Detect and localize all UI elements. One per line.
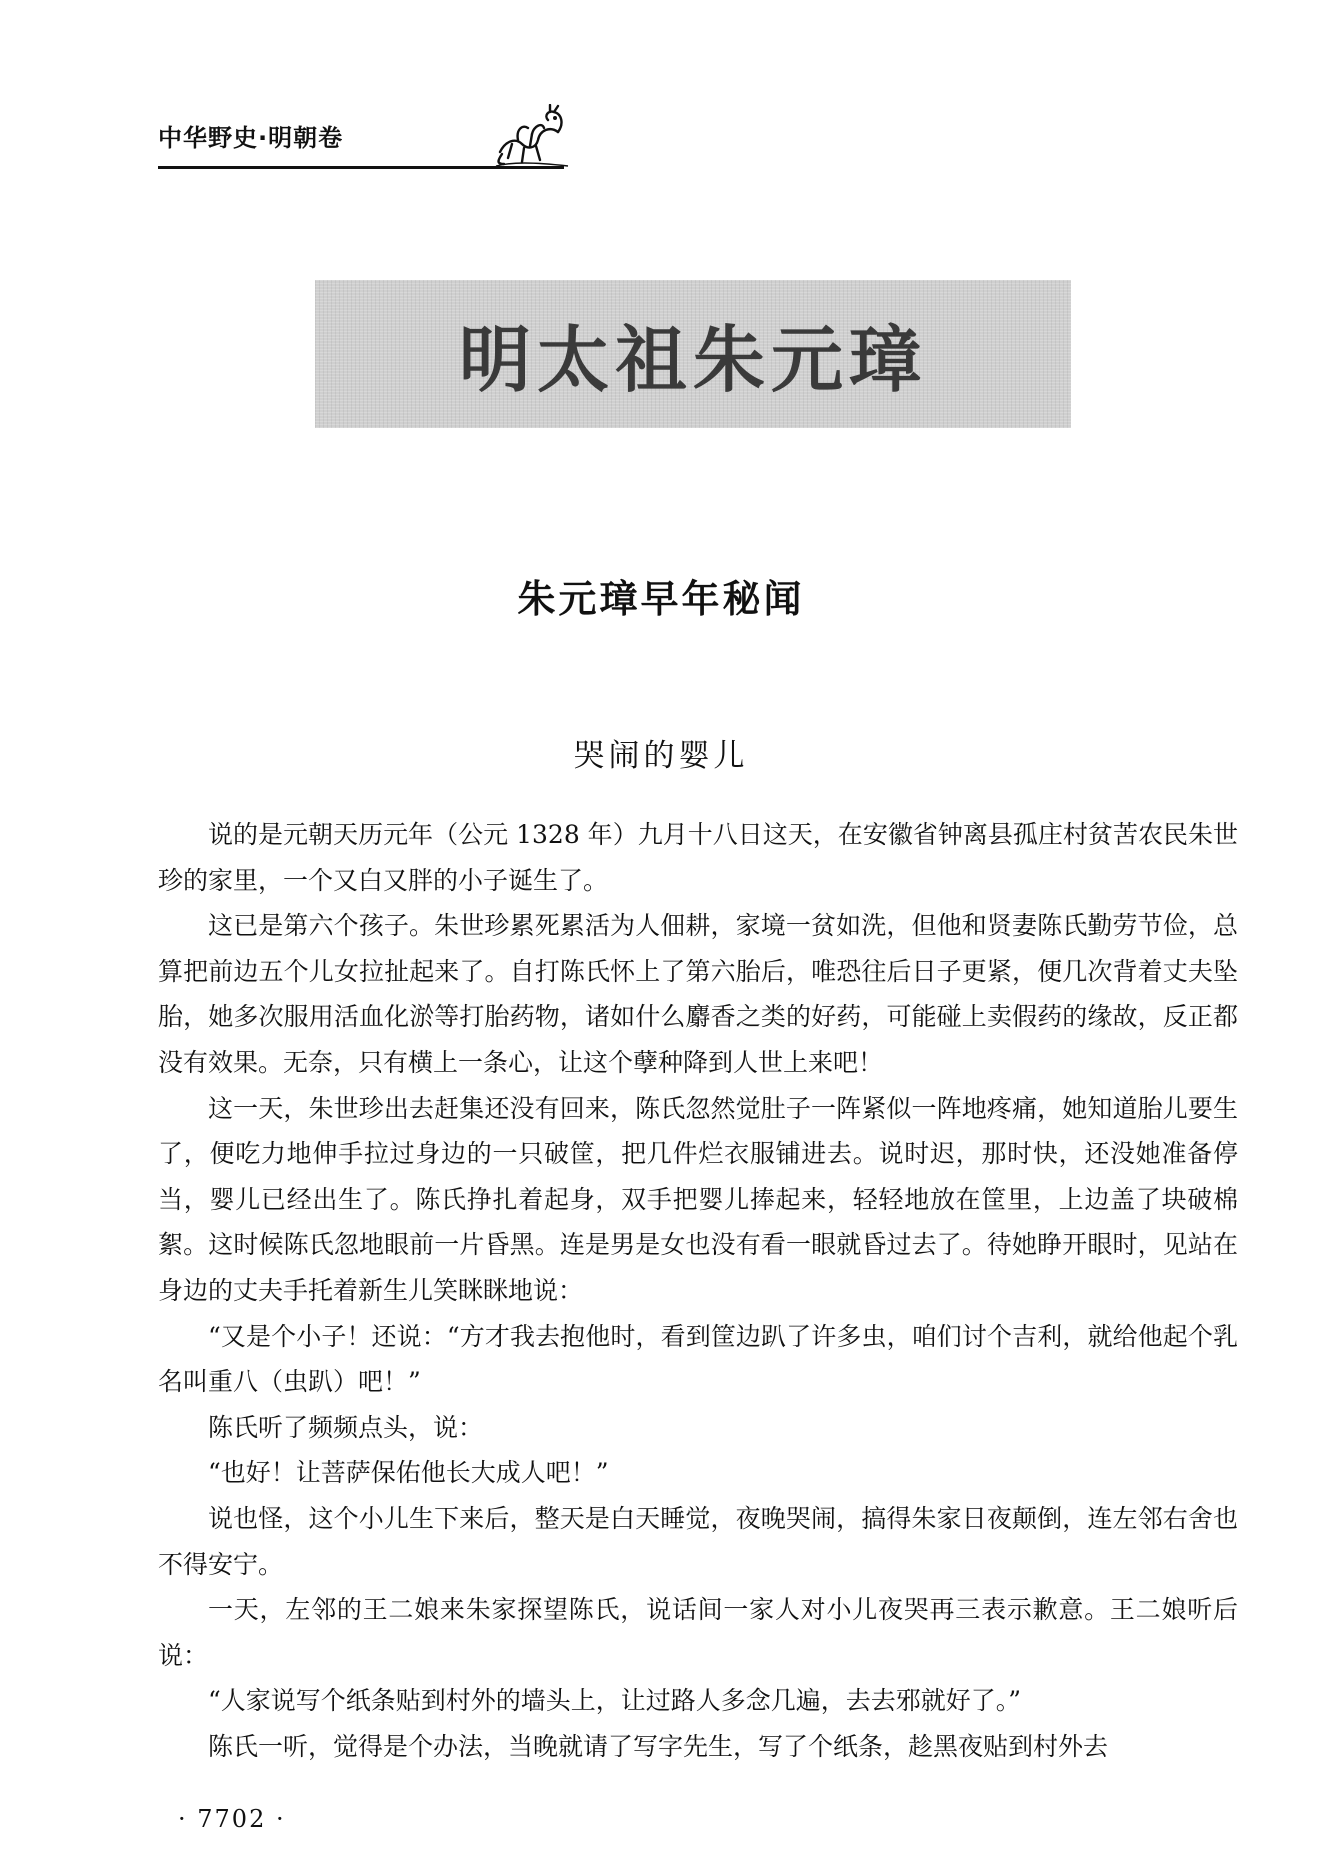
- paragraph: 陈氏一听，觉得是个办法，当晚就请了写字先生，写了个纸条，趁黑夜贴到村外去: [208, 1731, 1109, 1761]
- paragraph: 说也怪，这个小儿生下来后，整天是白天睡觉，夜晚哭闹，搞得朱家日夜颠倒，连左邻右舍也不得安宁。: [158, 1503, 1238, 1579]
- page-number: · 7702 ·: [178, 1805, 286, 1833]
- section-heading: 哭闹的婴儿: [573, 738, 749, 774]
- paragraph: 这一天，朱世珍出去赶集还没有回来，陈氏忽然觉肚子一阵紧似一阵地疼痛，她知道胎儿要生了，便吃力地伸手拉过身边的一只破筐，把几件烂衣服铺进去。说时迟，那时快，还没她准备停当，婴儿已经出生了。陈氏挣扎着起身，双手把婴儿捧起来，轻轻地放在筐里，上边盖了块破棉絮。这时候陈氏忽地眼前一片昏黑。连是男是女也没有看一眼就昏过去了。待她睁开眼时，见站在身边的丈夫手托着新生儿笑眯眯地说：: [158, 1093, 1238, 1305]
- running-header: 中华野史·明朝卷: [158, 124, 344, 152]
- paragraph: 说的是元朝天历元年（公元 1328 年）九月十八日这天，在安徽省钟离县孤庄村贫苦农民朱世珍的家里，一个又白又胖的小子诞生了。: [158, 820, 1238, 895]
- body-text: [158, 812, 1238, 1769]
- paragraph: 一天，左邻的王二娘来朱家探望陈氏，说话间一家人对小儿夜哭再三表示歉意。王二娘听后说：: [158, 1595, 1238, 1670]
- paragraph: “也好！让菩萨保佑他长大成人吧！”: [208, 1458, 609, 1488]
- article-title: 朱元璋早年秘闻: [517, 577, 805, 621]
- dragon-icon: [492, 104, 570, 168]
- header-rule: [158, 166, 564, 169]
- chapter-banner: [315, 280, 1071, 428]
- paragraph: “又是个小子！还说：“方才我去抱他时，看到筐边趴了许多虫，咱们讨个吉利，就给他起个乳名叫重八（虫趴）吧！”: [158, 1321, 1238, 1397]
- paragraph: 陈氏听了频频点头，说：: [208, 1412, 484, 1442]
- paragraph: “人家说写个纸条贴到村外的墙头上，让过路人多念几遍，去去邪就好了。”: [208, 1686, 1022, 1716]
- paragraph: 这已是第六个孩子。朱世珍累死累活为人佃耕，家境一贫如洗，但他和贤妻陈氏勤劳节俭，总算把前边五个儿女拉扯起来了。自打陈氏怀上了第六胎后，唯恐往后日子更紧，便几次背着丈夫坠胎，她多次服用活血化淤等打胎药物，诸如什么麝香之类的好药，可能碰上卖假药的缘故，反正都没有效果。无奈，只有横上一条心，让这个孽种降到人世上来吧！: [158, 911, 1238, 1077]
- chapter-title: 明太祖朱元璋: [458, 317, 927, 402]
